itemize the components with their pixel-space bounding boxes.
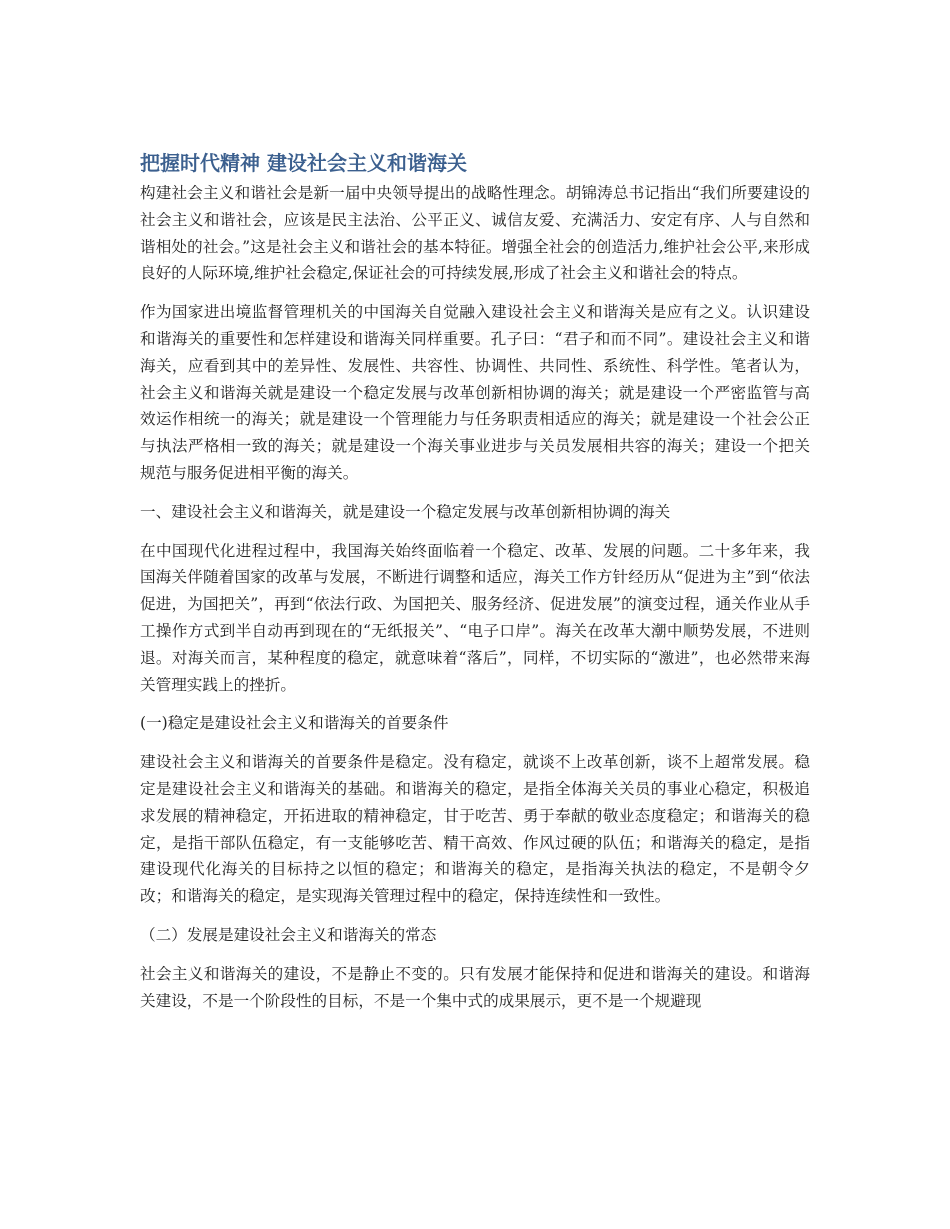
- document-page: [140, 148, 810, 1026]
- paragraph-5: 社会主义和谐海关的建设，不是静止不变的。只有发展才能保持和促进和谐海关的建设。和谐海关建设，不是一个阶段性的目标，不是一个集中式的成果展示，更不是一个规避现: [140, 964, 810, 1010]
- section-heading-1: 一、建设社会主义和谐海关，就是建设一个稳定发展与改革创新相协调的海关: [140, 502, 671, 521]
- subsection-heading-1: (一)稳定是建设社会主义和谐海关的首要条件: [140, 714, 449, 733]
- paragraph-1: 构建社会主义和谐社会是新一届中央领导提出的战略性理念。胡锦涛总书记指出“我们所要建设的社会主义和谐社会，应该是民主法治、公平正义、诚信友爱、充满活力、安定有序、人与自然和谐相处的社会。”这是社会主义和谐社会的基本特征。增强全社会的创造活力,维护社会公平,来形成良好的人际环境,维护社会稳定,保证社会的可持续发展,形成了社会主义和谐社会的特点。: [140, 184, 810, 283]
- paragraph-3: 在中国现代化进程过程中，我国海关始终面临着一个稳定、改革、发展的问题。二十多年来，我国海关伴随着国家的改革与发展，不断进行调整和适应，海关工作方针经历从“促进为主”到“依法促进，为国把关”，再到“依法行政、为国把关、服务经济、促进发展”的演变过程，通关作业从手工操作方式到半自动再到现在的“无纸报关”、“电子口岸”。海关在改革大潮中顺势发展，不进则退。对海关而言，某种程度的稳定，就意味着“落后”，同样，不切实际的“激进”，也必然带来海关管理实践上的挫折。: [140, 541, 810, 694]
- paragraph-4: 建设社会主义和谐海关的首要条件是稳定。没有稳定，就谈不上改革创新，谈不上超常发展。稳定是建设社会主义和谐海关的基础。和谐海关的稳定，是指全体海关关员的事业心稳定，积极追求发展的精神稳定，开拓进取的精神稳定，甘于吃苦、勇于奉献的敬业态度稳定；和谐海关的稳定，是指干部队伍稳定，有一支能够吃苦、精干高效、作风过硬的队伍；和谐海关的稳定，是指建设现代化海关的目标持之以恒的稳定；和谐海关的稳定，是指海关执法的稳定，不是朝令夕改；和谐海关的稳定，是实现海关管理过程中的稳定，保持连续性和一致性。: [140, 753, 810, 906]
- subsection-heading-2: （二）发展是建设社会主义和谐海关的常态: [140, 925, 437, 944]
- document-title: 把握时代精神 建设社会主义和谐海关: [140, 151, 467, 175]
- paragraph-2: 作为国家进出境监督管理机关的中国海关自觉融入建设社会主义和谐海关是应有之义。认识建设和谐海关的重要性和怎样建设和谐海关同样重要。孔子曰：“君子和而不同”。建设社会主义和谐海关，应看到其中的差异性、发展性、共容性、协调性、共同性、系统性、科学性。笔者认为，社会主义和谐海关就是建设一个稳定发展与改革创新相协调的海关；就是建设一个严密监管与高效运作相统一的海关；就是建设一个管理能力与任务职责相适应的海关；就是建设一个社会公正与执法严格相一致的海关；就是建设一个海关事业进步与关员发展相共容的海关；建设一个把关规范与服务促进相平衡的海关。: [140, 303, 810, 482]
